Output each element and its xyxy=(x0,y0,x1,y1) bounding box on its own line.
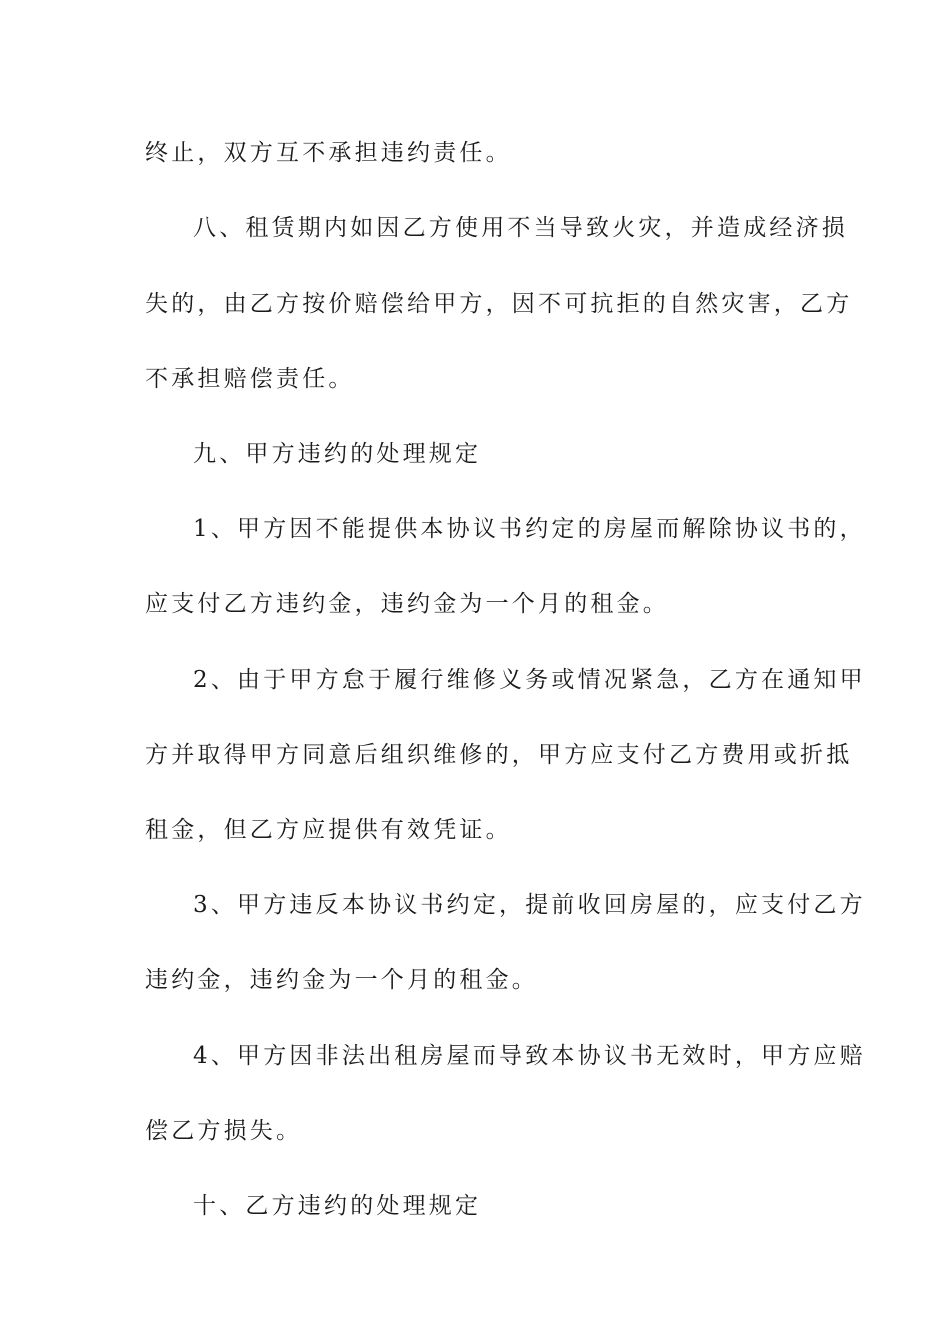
clause-9-1: 1、甲方因不能提供本协议书约定的房屋而解除协议书的， xyxy=(193,516,866,542)
clause-9-2: 2、由于甲方怠于履行维修义务或情况紧急，乙方在通知甲 xyxy=(193,667,866,693)
text-line: 违约金，违约金为一个月的租金。 xyxy=(145,967,538,993)
text-line: 应支付乙方违约金，违约金为一个月的租金。 xyxy=(145,591,669,617)
text-line: 偿乙方损失。 xyxy=(145,1118,303,1144)
text-line: 终止，双方互不承担违约责任。 xyxy=(145,140,512,166)
section-9-heading: 九、甲方违约的处理规定 xyxy=(193,441,482,467)
section-8-text: 八、租赁期内如因乙方使用不当导致火灾，并造成经济损 xyxy=(193,215,848,241)
text-line: 失的，由乙方按价赔偿给甲方，因不可抗拒的自然灾害，乙方 xyxy=(145,291,853,317)
section-10-heading: 十、乙方违约的处理规定 xyxy=(193,1193,482,1219)
text-line: 不承担赔偿责任。 xyxy=(145,366,355,392)
clause-9-3: 3、甲方违反本协议书约定，提前收回房屋的，应支付乙方 xyxy=(193,892,866,918)
text-line: 租金，但乙方应提供有效凭证。 xyxy=(145,817,512,843)
text-line: 方并取得甲方同意后组织维修的，甲方应支付乙方费用或折抵 xyxy=(145,742,853,768)
clause-9-4: 4、甲方因非法出租房屋而导致本协议书无效时，甲方应赔 xyxy=(193,1043,866,1069)
